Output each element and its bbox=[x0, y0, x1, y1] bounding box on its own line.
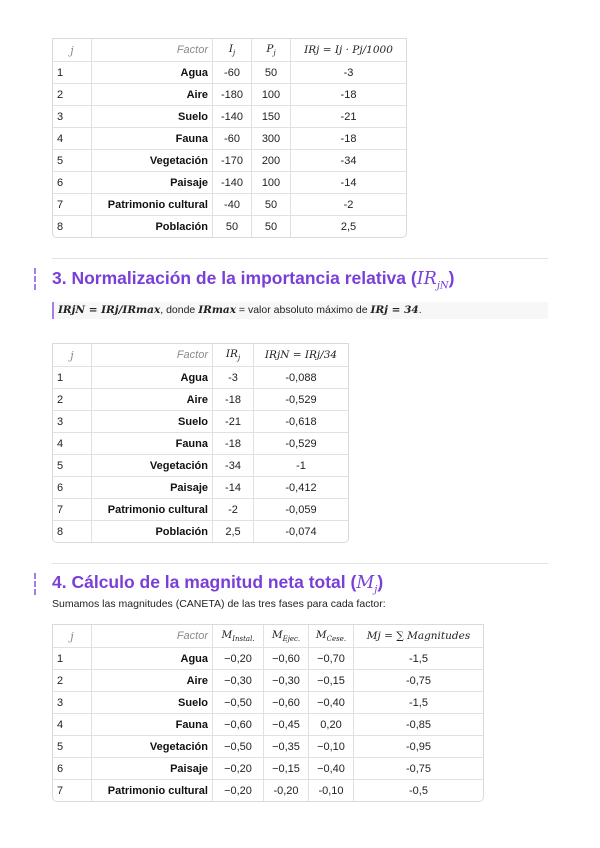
normalized-importance-cell: -0,529 bbox=[254, 433, 348, 455]
magnitude-total-cell: -1,5 bbox=[354, 648, 483, 670]
factor-cell: Patrimonio cultural bbox=[92, 499, 213, 521]
row-index-cell: 2 bbox=[53, 670, 92, 692]
magnitude-cese-cell: −0,70 bbox=[309, 648, 354, 670]
row-index-cell: 6 bbox=[53, 758, 92, 780]
intensity-cell: -140 bbox=[213, 172, 252, 194]
table-row bbox=[53, 499, 348, 521]
section-4-title bbox=[52, 572, 383, 596]
row-index-cell: 4 bbox=[53, 714, 92, 736]
section-marker bbox=[34, 268, 36, 290]
cese-subscript: Cese. bbox=[326, 635, 347, 644]
table-row bbox=[53, 736, 483, 758]
factor-cell: Fauna bbox=[92, 714, 213, 736]
table-row bbox=[53, 477, 348, 499]
relative-importance-cell: -18 bbox=[291, 84, 406, 106]
table-row bbox=[53, 521, 348, 542]
relative-importance-cell: -3 bbox=[291, 62, 406, 84]
row-index-cell: 3 bbox=[53, 411, 92, 433]
table-header-row bbox=[53, 39, 406, 62]
section-4-title-close: ) bbox=[377, 572, 384, 592]
normalized-importance-cell: -1 bbox=[254, 455, 348, 477]
normalization-table-body bbox=[53, 367, 348, 542]
magnitude-ejec-cell: -0,20 bbox=[264, 780, 309, 801]
table-row bbox=[53, 367, 348, 389]
factor-cell: Patrimonio cultural bbox=[92, 780, 213, 801]
col-sum-header: Mj = ∑ Magnitudes bbox=[354, 625, 483, 648]
table-row bbox=[53, 648, 483, 670]
factor-cell: Población bbox=[92, 216, 213, 237]
importance-table-body bbox=[53, 62, 406, 237]
magnitude-total-cell: -0,5 bbox=[409, 784, 428, 797]
section-4-title-math bbox=[356, 573, 378, 596]
col-ejec-header bbox=[264, 625, 309, 648]
relative-importance-cell: -21 bbox=[291, 106, 406, 128]
p-symbol: P bbox=[266, 42, 274, 55]
magnitude-instal-cell: −0,30 bbox=[213, 670, 264, 692]
relative-importance-cell: 2,5 bbox=[213, 521, 254, 542]
normalization-table bbox=[52, 343, 349, 543]
row-index-cell: 6 bbox=[53, 172, 92, 194]
relative-importance-cell: -18 bbox=[213, 433, 254, 455]
section-4-title-text: 4. Cálculo de la magnitud neta total ( bbox=[52, 572, 357, 592]
normalized-importance-cell: -0,074 bbox=[285, 525, 317, 538]
factor-cell: Agua bbox=[92, 62, 213, 84]
factor-cell: Población bbox=[92, 521, 213, 542]
section-divider bbox=[52, 258, 548, 259]
col-j-header: j bbox=[53, 39, 92, 62]
weight-cell: 100 bbox=[252, 172, 291, 194]
magnitude-instal-cell: −0,50 bbox=[213, 736, 264, 758]
magnitude-instal-cell: −0,20 bbox=[213, 648, 264, 670]
weight-cell: 100 bbox=[252, 84, 291, 106]
col-p-header bbox=[252, 39, 291, 62]
m-symbol: M bbox=[356, 573, 375, 593]
instal-subscript: Instal. bbox=[232, 635, 255, 644]
intensity-cell: -170 bbox=[213, 150, 252, 172]
intensity-cell: -60 bbox=[213, 62, 252, 84]
ir-subscript: j bbox=[237, 354, 241, 363]
table-row bbox=[53, 84, 406, 106]
magnitude-total-cell: -1,5 bbox=[354, 692, 483, 714]
row-index-cell: 3 bbox=[53, 692, 92, 714]
normalized-importance-cell: -0,529 bbox=[254, 389, 348, 411]
row-index-cell: 8 bbox=[53, 521, 92, 542]
factor-cell: Aire bbox=[92, 84, 213, 106]
magnitude-ejec-cell: −0,45 bbox=[264, 714, 309, 736]
magnitude-cese-cell: 0,20 bbox=[309, 714, 354, 736]
magnitude-cese-cell: -0,10 bbox=[309, 780, 354, 801]
factor-cell: Aire bbox=[92, 670, 213, 692]
magnitude-cese-cell: −0,40 bbox=[309, 758, 354, 780]
col-factor-header: Factor bbox=[92, 344, 213, 367]
section-3-title bbox=[52, 268, 455, 292]
row-index-cell: 1 bbox=[53, 62, 92, 84]
j-subscript: j bbox=[374, 584, 378, 596]
magnitude-instal-cell: −0,50 bbox=[213, 692, 264, 714]
relative-importance-cell: -2 bbox=[213, 499, 254, 521]
importance-table bbox=[52, 38, 407, 238]
table-row bbox=[53, 411, 348, 433]
col-i-header bbox=[213, 39, 252, 62]
table-row bbox=[53, 455, 348, 477]
row-index-cell: 7 bbox=[53, 780, 92, 801]
ir-symbol: IR bbox=[225, 347, 238, 360]
m-symbol: M bbox=[271, 628, 283, 641]
ir-symbol: IR bbox=[416, 269, 437, 289]
factor-cell: Suelo bbox=[92, 411, 213, 433]
factor-cell: Suelo bbox=[92, 106, 213, 128]
table-row bbox=[53, 194, 406, 216]
magnitude-instal-cell: −0,20 bbox=[213, 758, 264, 780]
normalization-formula: IRjN = IRj/IRmax bbox=[58, 304, 161, 316]
factor-cell: Agua bbox=[92, 367, 213, 389]
note-period: . bbox=[418, 304, 422, 316]
normalized-importance-cell: -0,059 bbox=[254, 499, 348, 521]
weight-cell: 50 bbox=[252, 62, 291, 84]
magnitude-cese-cell: −0,15 bbox=[309, 670, 354, 692]
relative-importance-cell: -14 bbox=[291, 172, 406, 194]
weight-cell: 50 bbox=[252, 194, 291, 216]
col-factor-header: Factor bbox=[92, 625, 213, 648]
table-row bbox=[53, 670, 483, 692]
ejec-subscript: Ejec. bbox=[282, 635, 301, 644]
normalized-importance-cell: -0,088 bbox=[254, 367, 348, 389]
table-row bbox=[53, 780, 483, 801]
section-3-title-close: ) bbox=[448, 268, 455, 288]
magnitude-ejec-cell: −0,30 bbox=[264, 670, 309, 692]
jn-subscript: jN bbox=[436, 280, 449, 292]
row-index-cell: 1 bbox=[53, 648, 92, 670]
irmax-term: IRmax bbox=[198, 304, 236, 316]
weight-cell: 200 bbox=[252, 150, 291, 172]
table-row bbox=[53, 172, 406, 194]
magnitude-total-cell: -0,75 bbox=[354, 670, 483, 692]
factor-cell: Vegetación bbox=[92, 455, 213, 477]
relative-importance-cell: -14 bbox=[213, 477, 254, 499]
relative-importance-cell: -21 bbox=[213, 411, 254, 433]
col-irn-header: IRjN = IRj/34 bbox=[254, 344, 348, 367]
table-row bbox=[53, 692, 483, 714]
table-row bbox=[53, 433, 348, 455]
i-symbol: I bbox=[228, 42, 233, 55]
factor-cell: Suelo bbox=[92, 692, 213, 714]
relative-importance-cell: 2,5 bbox=[340, 220, 357, 233]
magnitude-instal-cell: −0,20 bbox=[213, 780, 264, 801]
col-j-header: j bbox=[53, 344, 92, 367]
p-subscript: j bbox=[273, 49, 276, 58]
row-index-cell: 2 bbox=[53, 84, 92, 106]
factor-cell: Aire bbox=[92, 389, 213, 411]
factor-cell: Vegetación bbox=[92, 736, 213, 758]
i-subscript: j bbox=[232, 49, 236, 58]
row-index-cell: 4 bbox=[53, 128, 92, 150]
table-row bbox=[53, 106, 406, 128]
section-3-title-math bbox=[416, 269, 449, 292]
intensity-cell: -60 bbox=[213, 128, 252, 150]
note-text-mid: , donde bbox=[160, 304, 199, 316]
row-index-cell: 1 bbox=[53, 367, 92, 389]
table-header-row bbox=[53, 344, 348, 367]
magnitude-cese-cell: −0,40 bbox=[309, 692, 354, 714]
relative-importance-cell: -34 bbox=[213, 455, 254, 477]
magnitude-cese-cell: −0,10 bbox=[309, 736, 354, 758]
magnitude-table bbox=[52, 624, 484, 802]
magnitude-ejec-cell: −0,60 bbox=[264, 692, 309, 714]
magnitude-instal-cell: −0,60 bbox=[213, 714, 264, 736]
table-row bbox=[53, 389, 348, 411]
intensity-cell: 50 bbox=[213, 216, 252, 237]
relative-importance-cell: -3 bbox=[213, 367, 254, 389]
weight-cell: 50 bbox=[252, 216, 291, 237]
row-index-cell: 7 bbox=[53, 194, 92, 216]
row-index-cell: 3 bbox=[53, 106, 92, 128]
table-row bbox=[53, 714, 483, 736]
factor-cell: Paisaje bbox=[92, 172, 213, 194]
note-text-after: = valor absoluto máximo de bbox=[236, 304, 371, 316]
row-index-cell: 4 bbox=[53, 433, 92, 455]
table-row bbox=[53, 216, 406, 237]
intensity-cell: -140 bbox=[213, 106, 252, 128]
magnitude-total-cell: -0,85 bbox=[354, 714, 483, 736]
weight-cell: 300 bbox=[252, 128, 291, 150]
row-index-cell: 5 bbox=[53, 736, 92, 758]
col-ir-header bbox=[213, 344, 254, 367]
normalized-importance-cell: -0,618 bbox=[254, 411, 348, 433]
magnitude-ejec-cell: −0,15 bbox=[264, 758, 309, 780]
table-row bbox=[53, 62, 406, 84]
normalization-note bbox=[52, 302, 548, 319]
table-row bbox=[53, 128, 406, 150]
row-index-cell: 5 bbox=[53, 455, 92, 477]
section-divider bbox=[52, 563, 548, 564]
magnitude-total-cell: -0,75 bbox=[354, 758, 483, 780]
magnitude-total-cell: -0,95 bbox=[354, 736, 483, 758]
factor-cell: Paisaje bbox=[92, 758, 213, 780]
intensity-cell: -40 bbox=[213, 194, 252, 216]
relative-importance-cell: -18 bbox=[291, 128, 406, 150]
magnitude-ejec-cell: −0,60 bbox=[264, 648, 309, 670]
col-factor-header: Factor bbox=[92, 39, 213, 62]
relative-importance-cell: -18 bbox=[213, 389, 254, 411]
factor-cell: Paisaje bbox=[92, 477, 213, 499]
table-row bbox=[53, 150, 406, 172]
row-index-cell: 2 bbox=[53, 389, 92, 411]
col-ir-header: IRj = Ij · Pj/1000 bbox=[291, 39, 406, 62]
row-index-cell: 6 bbox=[53, 477, 92, 499]
magnitude-ejec-cell: −0,35 bbox=[264, 736, 309, 758]
section-4-subtitle: Sumamos las magnitudes (CANETA) de las tres fases para cada factor: bbox=[52, 598, 386, 610]
row-index-cell: 8 bbox=[53, 216, 92, 237]
col-j-header: j bbox=[53, 625, 92, 648]
factor-cell: Fauna bbox=[92, 433, 213, 455]
magnitude-table-body bbox=[53, 648, 483, 801]
section-3-title-text: 3. Normalización de la importancia relativa ( bbox=[52, 268, 417, 288]
factor-cell: Patrimonio cultural bbox=[92, 194, 213, 216]
normalized-importance-cell: -0,412 bbox=[254, 477, 348, 499]
factor-cell: Fauna bbox=[92, 128, 213, 150]
relative-importance-cell: -34 bbox=[291, 150, 406, 172]
factor-cell: Vegetación bbox=[92, 150, 213, 172]
col-instal-header bbox=[213, 625, 264, 648]
m-symbol: M bbox=[315, 628, 327, 641]
weight-cell: 150 bbox=[252, 106, 291, 128]
section-marker bbox=[34, 573, 36, 595]
max-value-formula: IRj = 34 bbox=[370, 304, 419, 316]
relative-importance-cell: -2 bbox=[291, 194, 406, 216]
col-cese-header bbox=[309, 625, 354, 648]
factor-cell: Agua bbox=[92, 648, 213, 670]
m-symbol: M bbox=[221, 628, 233, 641]
table-header-row bbox=[53, 625, 483, 648]
row-index-cell: 7 bbox=[53, 499, 92, 521]
intensity-cell: -180 bbox=[213, 84, 252, 106]
table-row bbox=[53, 758, 483, 780]
row-index-cell: 5 bbox=[53, 150, 92, 172]
